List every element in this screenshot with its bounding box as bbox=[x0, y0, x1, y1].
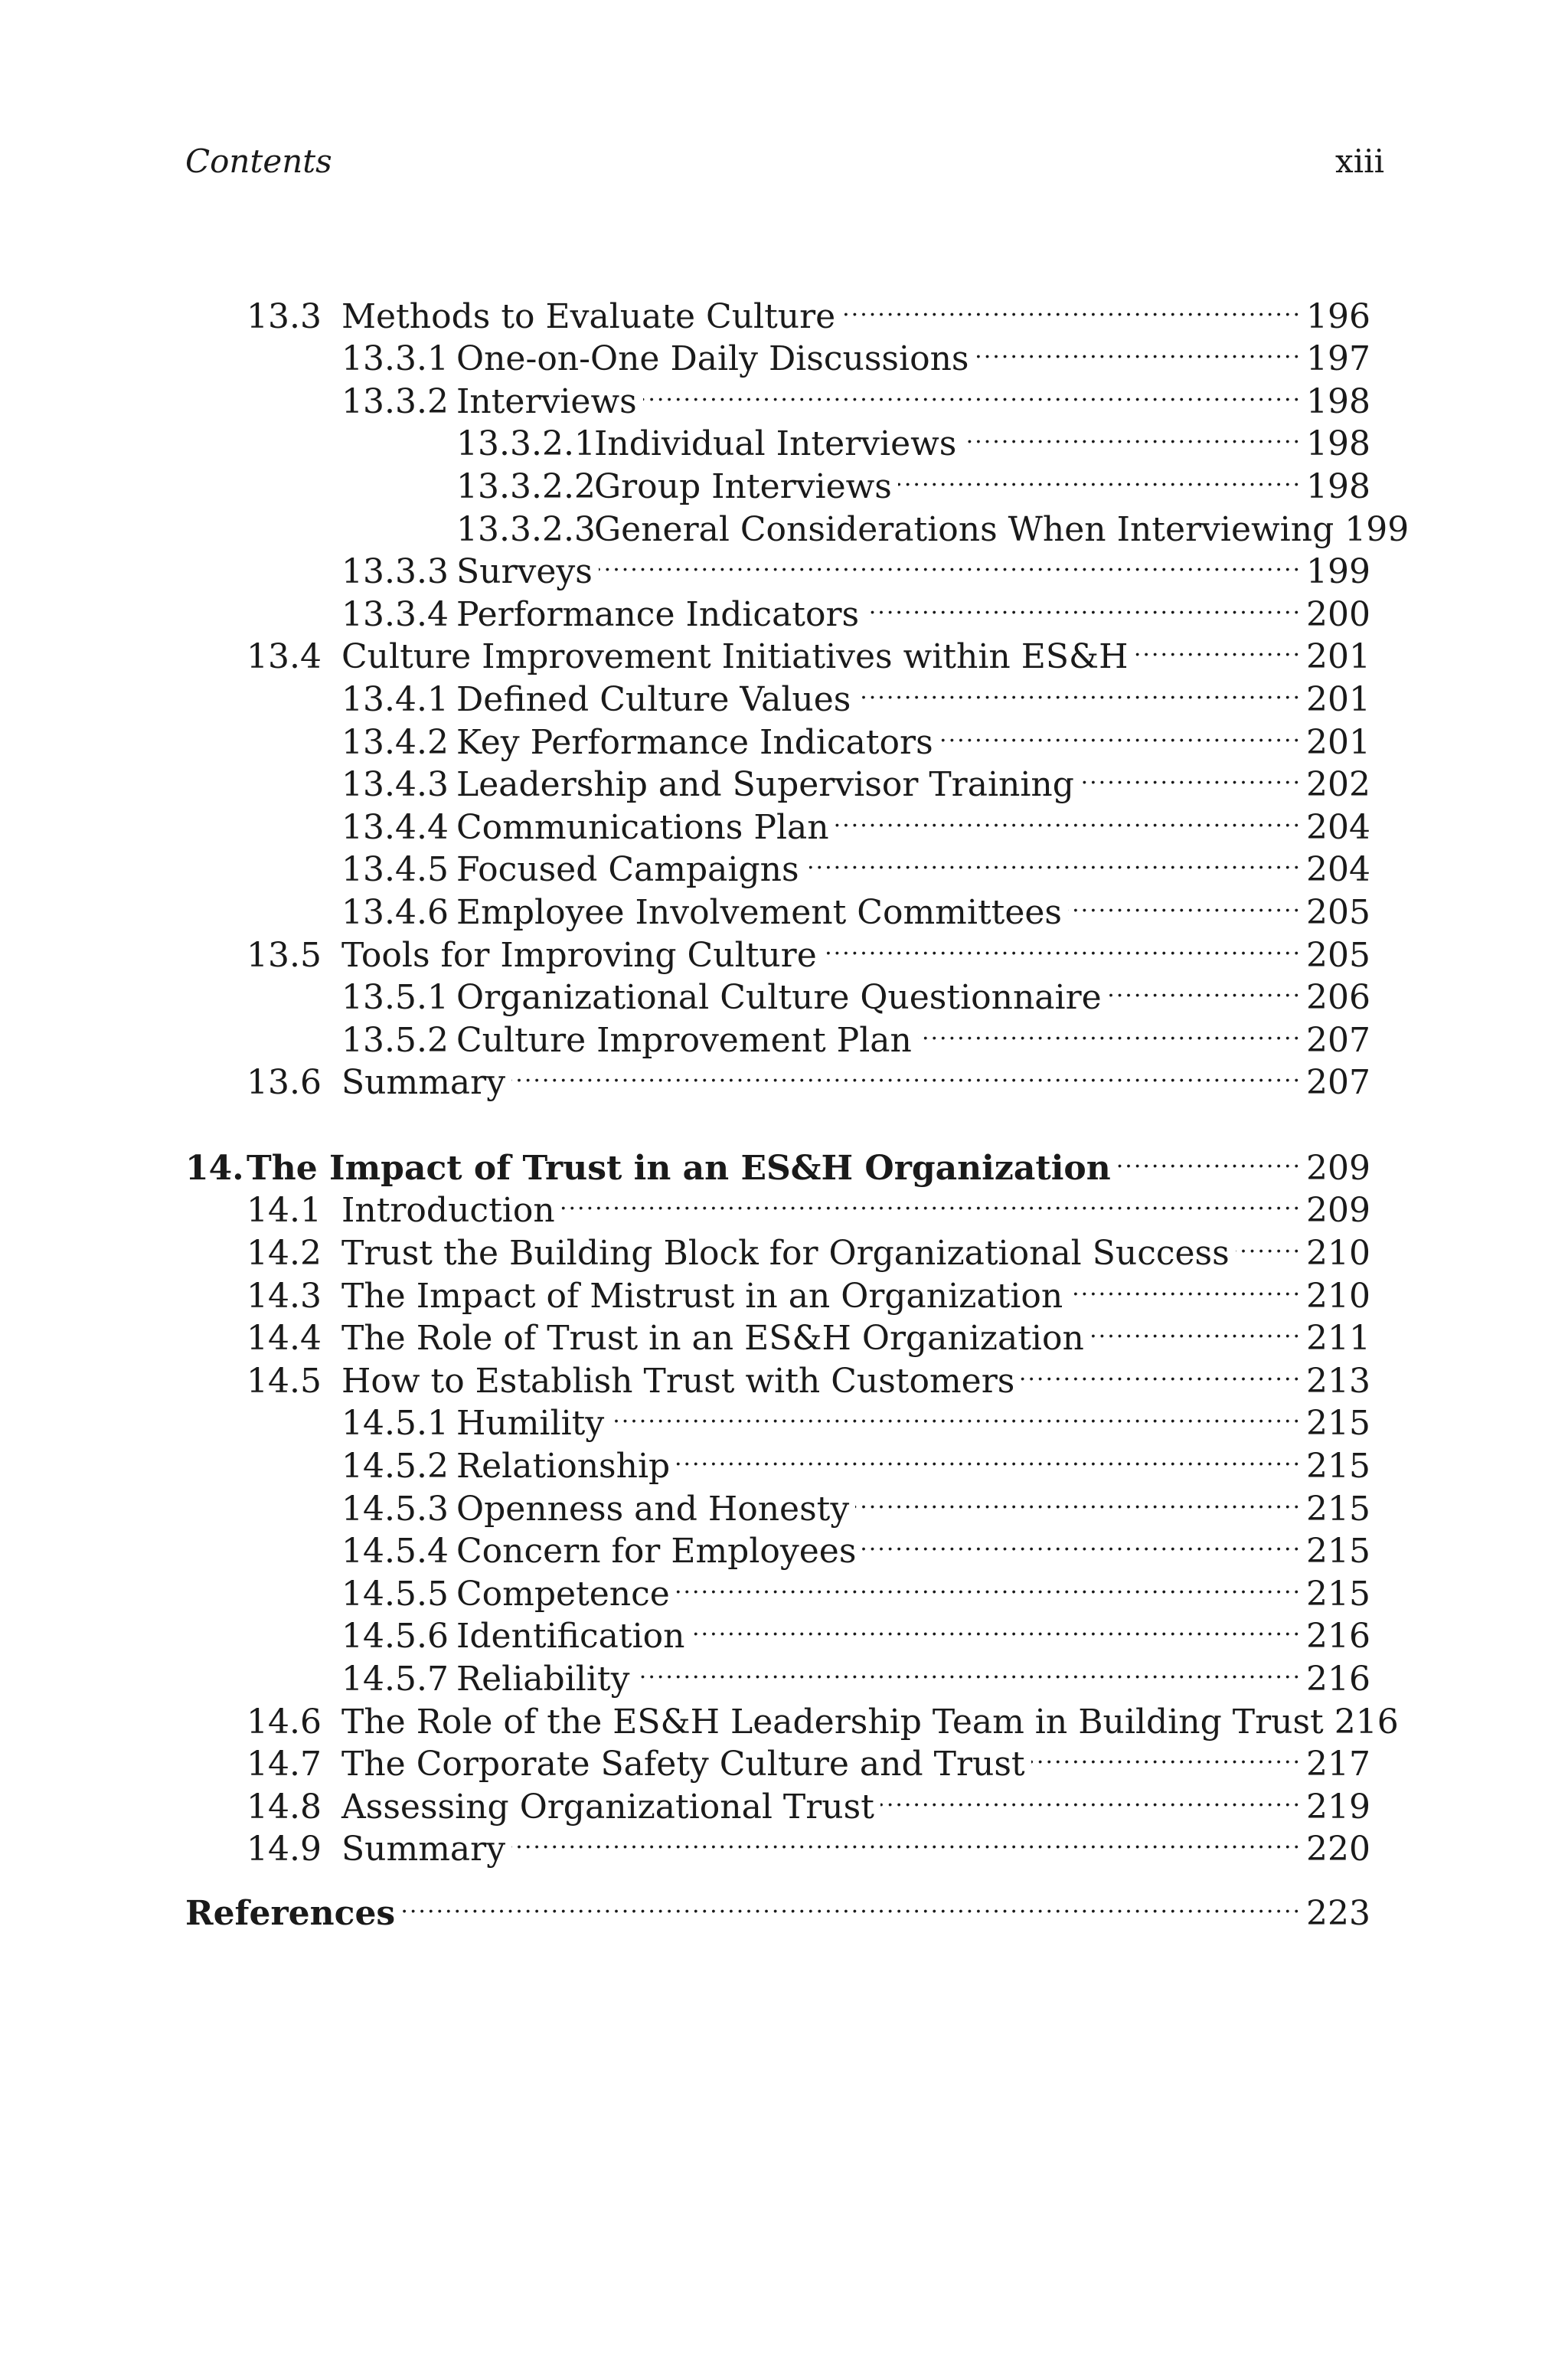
toc-entry-number: 13.3.1 bbox=[341, 339, 449, 379]
dot-leader bbox=[401, 1882, 1302, 1925]
toc-entry-number: 14.5.2 bbox=[341, 1447, 449, 1487]
dot-leader bbox=[835, 796, 1302, 839]
dot-leader bbox=[939, 711, 1302, 754]
toc-entry-number: 14.5.5 bbox=[341, 1574, 449, 1614]
toc-entry-title: Leadership and Supervisor Training bbox=[456, 765, 1074, 805]
toc-entry-title: Interviews bbox=[456, 381, 637, 421]
toc-entry-title: Tools for Improving Culture bbox=[341, 935, 817, 975]
toc-entry-title: Surveys bbox=[456, 552, 593, 592]
section-14-entries bbox=[185, 1179, 1399, 1869]
toc-page-number: 201 bbox=[1306, 722, 1370, 762]
dot-leader bbox=[1090, 1307, 1302, 1350]
dot-leader bbox=[1117, 1137, 1302, 1179]
toc-page-number: 209 bbox=[1306, 1191, 1370, 1231]
dot-leader bbox=[511, 1052, 1302, 1094]
toc-entry-number: 13.3.2.3 bbox=[456, 509, 596, 549]
dot-leader bbox=[898, 455, 1302, 498]
toc-page-number: 204 bbox=[1306, 850, 1370, 890]
dot-leader bbox=[676, 1434, 1302, 1477]
toc-page-number: 210 bbox=[1306, 1234, 1370, 1274]
toc-page-number: 202 bbox=[1306, 765, 1370, 805]
toc-entry-title: Group Interviews bbox=[594, 466, 892, 506]
toc-entry-title: Employee Involvement Committees bbox=[456, 892, 1062, 932]
dot-leader bbox=[635, 1647, 1302, 1690]
toc-page-number: 223 bbox=[1306, 1893, 1370, 1933]
toc-entry-number: 13.5.1 bbox=[341, 978, 449, 1018]
toc-entry-title: Key Performance Indicators bbox=[456, 722, 933, 762]
toc-page-number: 215 bbox=[1306, 1489, 1370, 1529]
toc-entry-number: 13.5.2 bbox=[341, 1020, 449, 1060]
toc-entry-number: 13.5 bbox=[247, 935, 322, 975]
toc-entry-number: 14.7 bbox=[247, 1745, 322, 1784]
dot-leader bbox=[1031, 1733, 1302, 1776]
toc-page-number: 215 bbox=[1306, 1404, 1370, 1444]
toc-entry-title: Competence bbox=[456, 1574, 670, 1614]
toc-entry-title: Trust the Building Block for Organizational Success bbox=[341, 1234, 1230, 1274]
toc-page-number: 209 bbox=[1306, 1148, 1370, 1188]
dot-leader bbox=[691, 1605, 1302, 1648]
toc-page-number: 198 bbox=[1306, 381, 1370, 421]
dot-leader bbox=[561, 1179, 1302, 1222]
toc-entry-title: Concern for Employees bbox=[456, 1532, 857, 1572]
toc-entry-title: How to Establish Trust with Customers bbox=[341, 1361, 1015, 1401]
toc-page-number: 220 bbox=[1306, 1830, 1370, 1869]
toc-page-number: 213 bbox=[1306, 1361, 1370, 1401]
toc-entry-title: Organizational Culture Questionnaire bbox=[456, 978, 1102, 1018]
toc-entry-number: 14.6 bbox=[247, 1702, 322, 1742]
toc-entry-number: 14.5.3 bbox=[341, 1489, 449, 1529]
toc-page-number: 217 bbox=[1306, 1745, 1370, 1784]
running-title: Contents bbox=[185, 142, 332, 180]
dot-leader bbox=[1068, 881, 1302, 924]
toc-references[interactable] bbox=[185, 1882, 1370, 1933]
dot-leader bbox=[857, 668, 1302, 711]
toc-entry-title: The Role of Trust in an ES&H Organization bbox=[341, 1319, 1084, 1359]
dot-leader bbox=[975, 328, 1302, 371]
dot-leader bbox=[1080, 754, 1302, 796]
toc-entry-title: Individual Interviews bbox=[594, 424, 957, 464]
toc-page-number: 210 bbox=[1306, 1276, 1370, 1316]
table-of-contents bbox=[185, 285, 1410, 1933]
toc-entry-number: 14.5 bbox=[247, 1361, 322, 1401]
toc-entry[interactable] bbox=[185, 285, 1370, 336]
dot-leader bbox=[841, 285, 1302, 328]
toc-entry-number: 13.3.2.2 bbox=[456, 466, 596, 506]
toc-entry-number: 13.3.2.1 bbox=[456, 424, 596, 464]
dot-leader bbox=[918, 1009, 1302, 1052]
toc-entry-title: Defined Culture Values bbox=[456, 679, 851, 719]
running-header bbox=[185, 142, 1384, 188]
toc-page-number: 216 bbox=[1306, 1660, 1370, 1699]
toc-chapter-14[interactable] bbox=[185, 1137, 1370, 1188]
toc-entry-title: Reliability bbox=[456, 1660, 630, 1699]
toc-entry-title: Summary bbox=[341, 1063, 506, 1103]
toc-chapter-title: The Impact of Trust in an ES&H Organization bbox=[247, 1148, 1111, 1188]
toc-entry-title: Culture Improvement Initiatives within ES&H bbox=[341, 637, 1129, 677]
toc-page-number: 216 bbox=[1334, 1702, 1399, 1742]
toc-entry-number: 14.8 bbox=[247, 1787, 322, 1827]
dot-leader bbox=[676, 1562, 1302, 1605]
toc-entry-title: The Impact of Mistrust in an Organization bbox=[341, 1276, 1063, 1316]
toc-entry-number: 14.3 bbox=[247, 1276, 322, 1316]
toc-page-number: 205 bbox=[1306, 935, 1370, 975]
toc-chapter-number: 14. bbox=[185, 1148, 244, 1188]
toc-entry-title: Summary bbox=[341, 1830, 506, 1869]
toc-entry-number: 14.2 bbox=[247, 1234, 322, 1274]
toc-page-number: 199 bbox=[1306, 552, 1370, 592]
dot-leader bbox=[599, 541, 1302, 584]
toc-entry-title: The Corporate Safety Culture and Trust bbox=[341, 1745, 1025, 1784]
toc-entry-number: 13.4.5 bbox=[341, 850, 449, 890]
toc-page-number: 198 bbox=[1306, 424, 1370, 464]
dot-leader bbox=[862, 1520, 1302, 1563]
toc-entry-title: Performance Indicators bbox=[456, 594, 860, 634]
dot-leader bbox=[962, 413, 1302, 456]
toc-entry-title: Culture Improvement Plan bbox=[456, 1020, 912, 1060]
toc-references-title: References bbox=[185, 1893, 396, 1933]
toc-entry-number: 14.5.4 bbox=[341, 1532, 449, 1572]
toc-page-number: 206 bbox=[1306, 978, 1370, 1018]
dot-leader bbox=[855, 1477, 1302, 1520]
toc-page-number: 197 bbox=[1306, 339, 1370, 379]
toc-page-number: 201 bbox=[1306, 637, 1370, 677]
toc-page-number: 196 bbox=[1306, 296, 1370, 336]
toc-entry-title: Methods to Evaluate Culture bbox=[341, 296, 836, 336]
toc-page-number: 200 bbox=[1306, 594, 1370, 634]
toc-entry-number: 13.4 bbox=[247, 637, 322, 677]
toc-entry-title: Openness and Honesty bbox=[456, 1489, 850, 1529]
dot-leader bbox=[865, 583, 1302, 626]
toc-entry-number: 13.4.4 bbox=[341, 807, 449, 847]
toc-entry-number: 13.4.6 bbox=[341, 892, 449, 932]
toc-entry-number: 14.5.1 bbox=[341, 1404, 449, 1444]
toc-page-number: 215 bbox=[1306, 1447, 1370, 1487]
toc-entry-number: 14.9 bbox=[247, 1830, 322, 1869]
dot-leader bbox=[805, 839, 1302, 881]
toc-entry-title: Communications Plan bbox=[456, 807, 829, 847]
dot-leader bbox=[823, 924, 1302, 966]
toc-entry-title: Focused Campaigns bbox=[456, 850, 799, 890]
toc-entry-number: 14.5.6 bbox=[341, 1617, 449, 1657]
toc-page-number: 204 bbox=[1306, 807, 1370, 847]
toc-entry-title: Assessing Organizational Trust bbox=[341, 1787, 874, 1827]
toc-page-number: 199 bbox=[1344, 509, 1410, 549]
toc-entry-title: Introduction bbox=[341, 1191, 555, 1231]
toc-entry-number: 13.3.4 bbox=[341, 594, 449, 634]
dot-leader bbox=[880, 1775, 1302, 1818]
toc-page-number: 207 bbox=[1306, 1063, 1370, 1103]
header-page-number: xiii bbox=[1335, 142, 1384, 180]
dot-leader bbox=[1021, 1349, 1302, 1392]
toc-page-number: 216 bbox=[1306, 1617, 1370, 1657]
dot-leader bbox=[1108, 966, 1302, 1009]
toc-entry-number: 14.4 bbox=[247, 1319, 322, 1359]
toc-page-number: 219 bbox=[1306, 1787, 1370, 1827]
dot-leader bbox=[643, 370, 1302, 413]
section-13-entries bbox=[185, 285, 1410, 1103]
toc-page-number: 198 bbox=[1306, 466, 1370, 506]
toc-entry-number: 13.3.2 bbox=[341, 381, 449, 421]
toc-entry-number: 13.3.3 bbox=[341, 552, 449, 592]
toc-entry-title: Relationship bbox=[456, 1447, 671, 1487]
toc-entry-title: The Role of the ES&H Leadership Team in Building Trust bbox=[341, 1702, 1324, 1742]
toc-entry-number: 13.6 bbox=[247, 1063, 322, 1103]
dot-leader bbox=[610, 1392, 1302, 1435]
toc-entry-title: General Considerations When Interviewing bbox=[594, 509, 1334, 549]
toc-page-number: 201 bbox=[1306, 679, 1370, 719]
dot-leader bbox=[1069, 1264, 1302, 1307]
dot-leader bbox=[1236, 1222, 1302, 1264]
toc-entry-number: 13.3 bbox=[247, 296, 322, 336]
toc-entry-number: 13.4.3 bbox=[341, 765, 449, 805]
toc-page-number: 215 bbox=[1306, 1574, 1370, 1614]
toc-entry-title: Identification bbox=[456, 1617, 685, 1657]
toc-page-number: 215 bbox=[1306, 1532, 1370, 1572]
toc-entry-number: 14.5.7 bbox=[341, 1660, 449, 1699]
toc-entry-title: Humility bbox=[456, 1404, 605, 1444]
toc-entry-title: One-on-One Daily Discussions bbox=[456, 339, 969, 379]
toc-entry-number: 14.1 bbox=[247, 1191, 322, 1231]
dot-leader bbox=[1135, 626, 1302, 669]
toc-page-number: 205 bbox=[1306, 892, 1370, 932]
toc-page-number: 207 bbox=[1306, 1020, 1370, 1060]
toc-entry-number: 13.4.1 bbox=[341, 679, 449, 719]
dot-leader bbox=[511, 1818, 1302, 1861]
toc-page-number: 211 bbox=[1306, 1319, 1370, 1359]
toc-entry-number: 13.4.2 bbox=[341, 722, 449, 762]
